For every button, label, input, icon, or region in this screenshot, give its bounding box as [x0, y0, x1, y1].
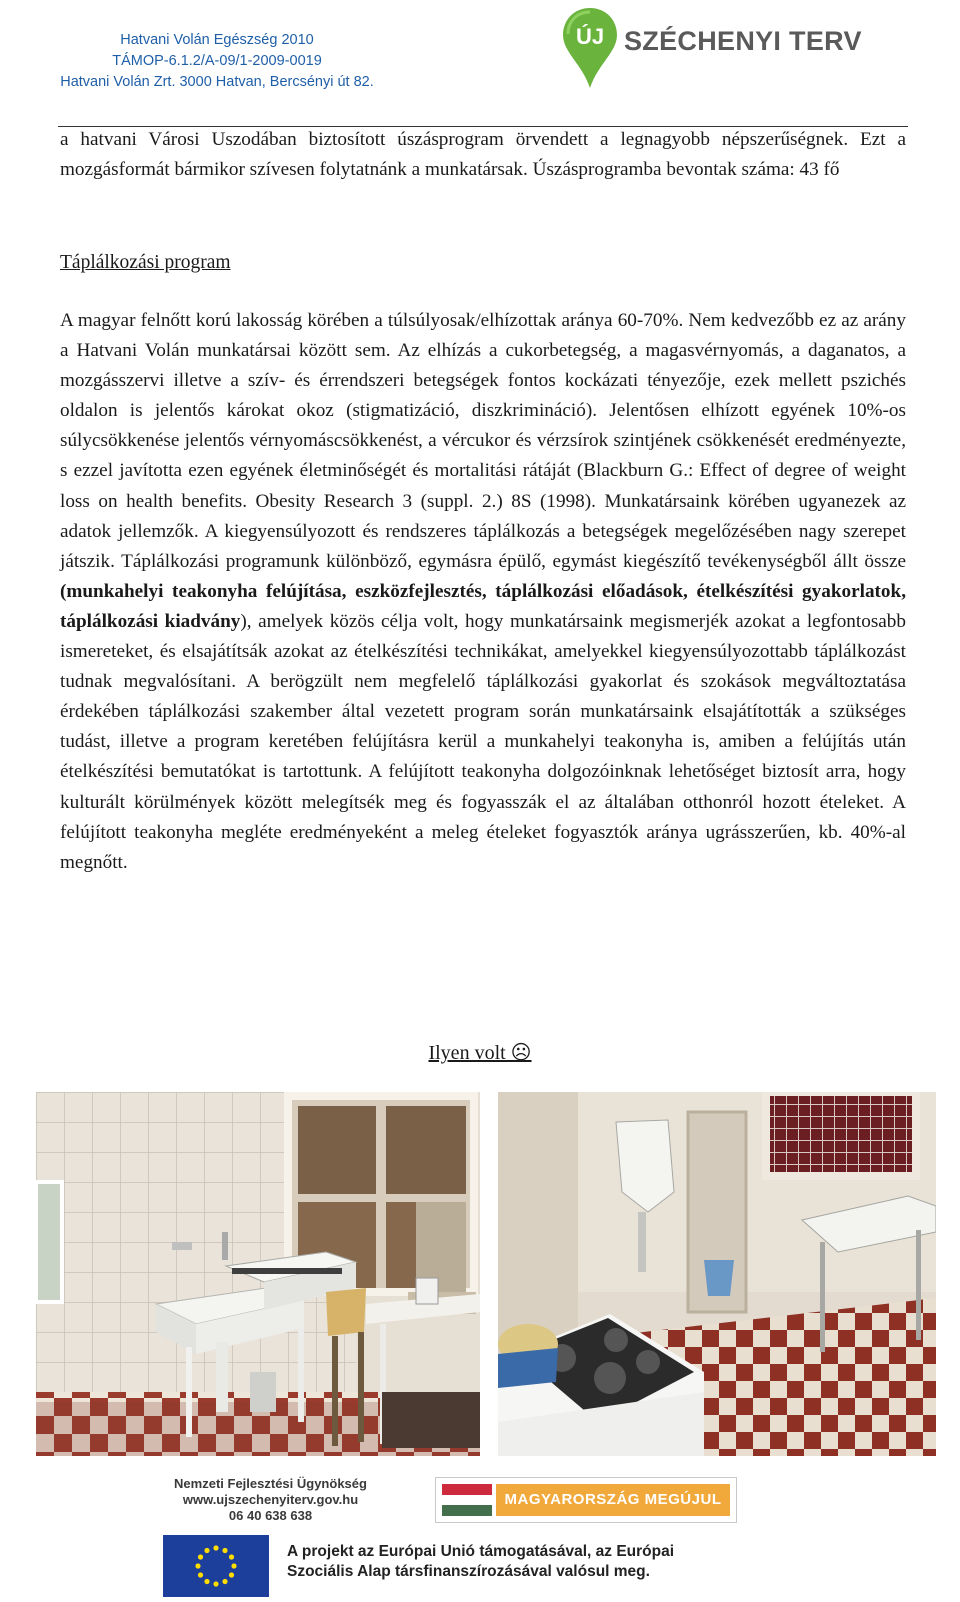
- paragraph-swimming: a hatvani Városi Uszodában biztosított úszásprogram örvendett a legnagyobb népszerűségnek. Ezt a mozgásformát bármikor szívesen folytatnánk a munkatársak. Úszásprogramba bevontak száma: 43 fő: [60, 129, 906, 181]
- paragraph-text-part1: A magyar felnőtt korú lakosság körében a túlsúlyosak/elhízottak aránya 60-70%. Nem kedvezőbb ez az arány a Hatvani Volán munkatársai között sem. Az elhízás a cukorbetegség, a magasvérnyomás, a daganatos, a mozgásszervi illetve a szív- és érrendszeri betegségek fontos kockázati tényezője, ezek mellett pszichés oldalon is jelentős károkat okoz (stigmatizáció, diszkrimináció). Jelentősen elhízott egyének 10%-os súlycsökkenése jelentős vérnyomáscsökkenést, a vércukor és vérzsírok szintjének csökkenését eredményezte, s ezzel javította ezen egyének életminőségét és mortalitási rátáját (Blackburn G.: Effect of degree of weight loss on health benefits. Obesity Research 3 (suppl. 2.) 8S (1998). Munkatársaink körében ugyanezek az adatok jellemzők. A kiegyensúlyozott és rendszeres táplálkozás a betegségek megelőzésében nagy szerepet játszik. Táplálkozási programunk különböző, egymásra épülő, egymást kiegészítő tevékenységből állt össze: [60, 310, 906, 572]
- agency-phone: 06 40 638 638: [228, 1508, 313, 1523]
- paragraph-text-part2: ), amelyek közös célja volt, hogy munkatársaink megismerjék azokat a legfontosabb ismereteket, és elsajátítsák azokat az ételkészítési technikákat, amelyekkel kiegyensúlyozottabb táplálkozást tudnak megvalósítani. A berögzült nem megfelelő táplálkozási gyakorlat és szokások megváltoztatása érdekében táplálkozási szakember által vezetett program során munkatársaink elsajátították a szükséges tudást, illetve a program keretében felújításra kerül a munkahelyi teakonyha is, amiben a felújítás után ételkészítési bemutatókat is tartottunk. A felújított teakonyha dolgozóinknak lehetőséget biztosít arra, hogy kulturált körülmények között melegítsék meg és fogyasszák el az általában otthonról hozott ételeket. A felújított teakonyha megléte eredményeként a meleg ételeket fogyasztók aránya ugrásszerűen, kb. 40%-al megnőtt.: [60, 610, 906, 873]
- hungarian-flag-icon: [442, 1484, 492, 1516]
- paragraph-bold-part: (munkahelyi teakonyha felújítása, eszközfejlesztés, táplálkozási előadások, ételkészítési gyakorlatok, táplálkozási kiadvány: [60, 580, 906, 632]
- section-heading: Táplálkozási program: [60, 252, 231, 273]
- location-pin-icon: [560, 6, 630, 90]
- agency-name: Nemzeti Fejlesztési Ügynökség: [174, 1476, 367, 1491]
- kitchen-photo-sinks: [36, 1092, 480, 1456]
- project-code: TÁMOP-6.1.2/A-09/1-2009-0019: [112, 53, 322, 69]
- project-header: [52, 30, 382, 93]
- szechenyi-terv-logo: [560, 6, 862, 90]
- eu-statement-line2: Szociális Alap társfinanszírozásával valósul meg.: [287, 1563, 650, 1580]
- nutrition-paragraph: [60, 306, 906, 878]
- logo-badge-text: ÚJ: [575, 24, 605, 49]
- funding-footer: [125, 1460, 935, 1602]
- eu-statement-line1: A projekt az Európai Unió támogatásával, az Európai: [287, 1543, 675, 1560]
- agency-website: www.ujszechenyiterv.gov.hu: [182, 1492, 359, 1507]
- magyarorszag-megujul-banner: [435, 1477, 737, 1523]
- project-address: Hatvani Volán Zrt. 3000 Hatvan, Bercsényi út 82.: [60, 74, 374, 90]
- photo-caption: Ilyen volt ☹: [428, 1042, 532, 1064]
- kitchen-photo-stove: [498, 1092, 936, 1456]
- eu-funding-statement: [287, 1542, 674, 1582]
- paragraph-nutrition: [60, 306, 906, 878]
- agency-block: [163, 1476, 378, 1524]
- slogan-text: MAGYARORSZÁG MEGÚJUL: [496, 1484, 730, 1516]
- logo-wordmark: SZÉCHENYI TERV: [624, 26, 862, 56]
- eu-flag-icon: [163, 1535, 269, 1597]
- swimming-paragraph: [60, 125, 906, 185]
- project-title: Hatvani Volán Egészség 2010: [120, 32, 314, 48]
- nutrition-heading-block: [60, 248, 906, 278]
